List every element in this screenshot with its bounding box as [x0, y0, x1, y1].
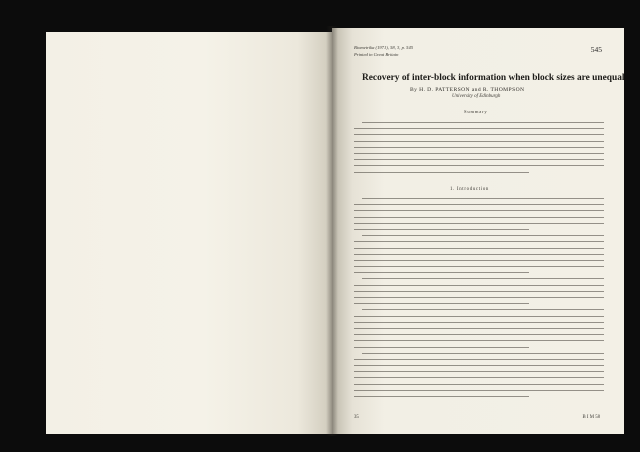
footer-left-mark: 35: [354, 415, 359, 420]
affiliation: University of Edinburgh: [452, 94, 501, 99]
introduction-text-block: [354, 198, 604, 402]
article-title: Recovery of inter-block information when block sizes are unequal: [362, 73, 624, 83]
summary-text-block: [354, 122, 604, 178]
page-number: 545: [590, 45, 602, 54]
journal-citation: Biometrika (1971), 58, 3, p. 545: [354, 45, 414, 50]
printed-in-line: Printed in Great Britain: [354, 52, 399, 57]
text-line: [354, 396, 529, 402]
summary-heading: Summary: [464, 109, 488, 114]
left-blank-page: [46, 32, 332, 434]
text-line: [354, 172, 529, 178]
section-heading: 1. Introduction: [450, 187, 490, 192]
book-spine-shadow: [326, 26, 338, 436]
authors: By H. D. PATTERSON and R. THOMPSON: [410, 87, 525, 93]
right-article-page: [332, 28, 624, 434]
footer-right-mark: B I M 58: [582, 415, 600, 420]
